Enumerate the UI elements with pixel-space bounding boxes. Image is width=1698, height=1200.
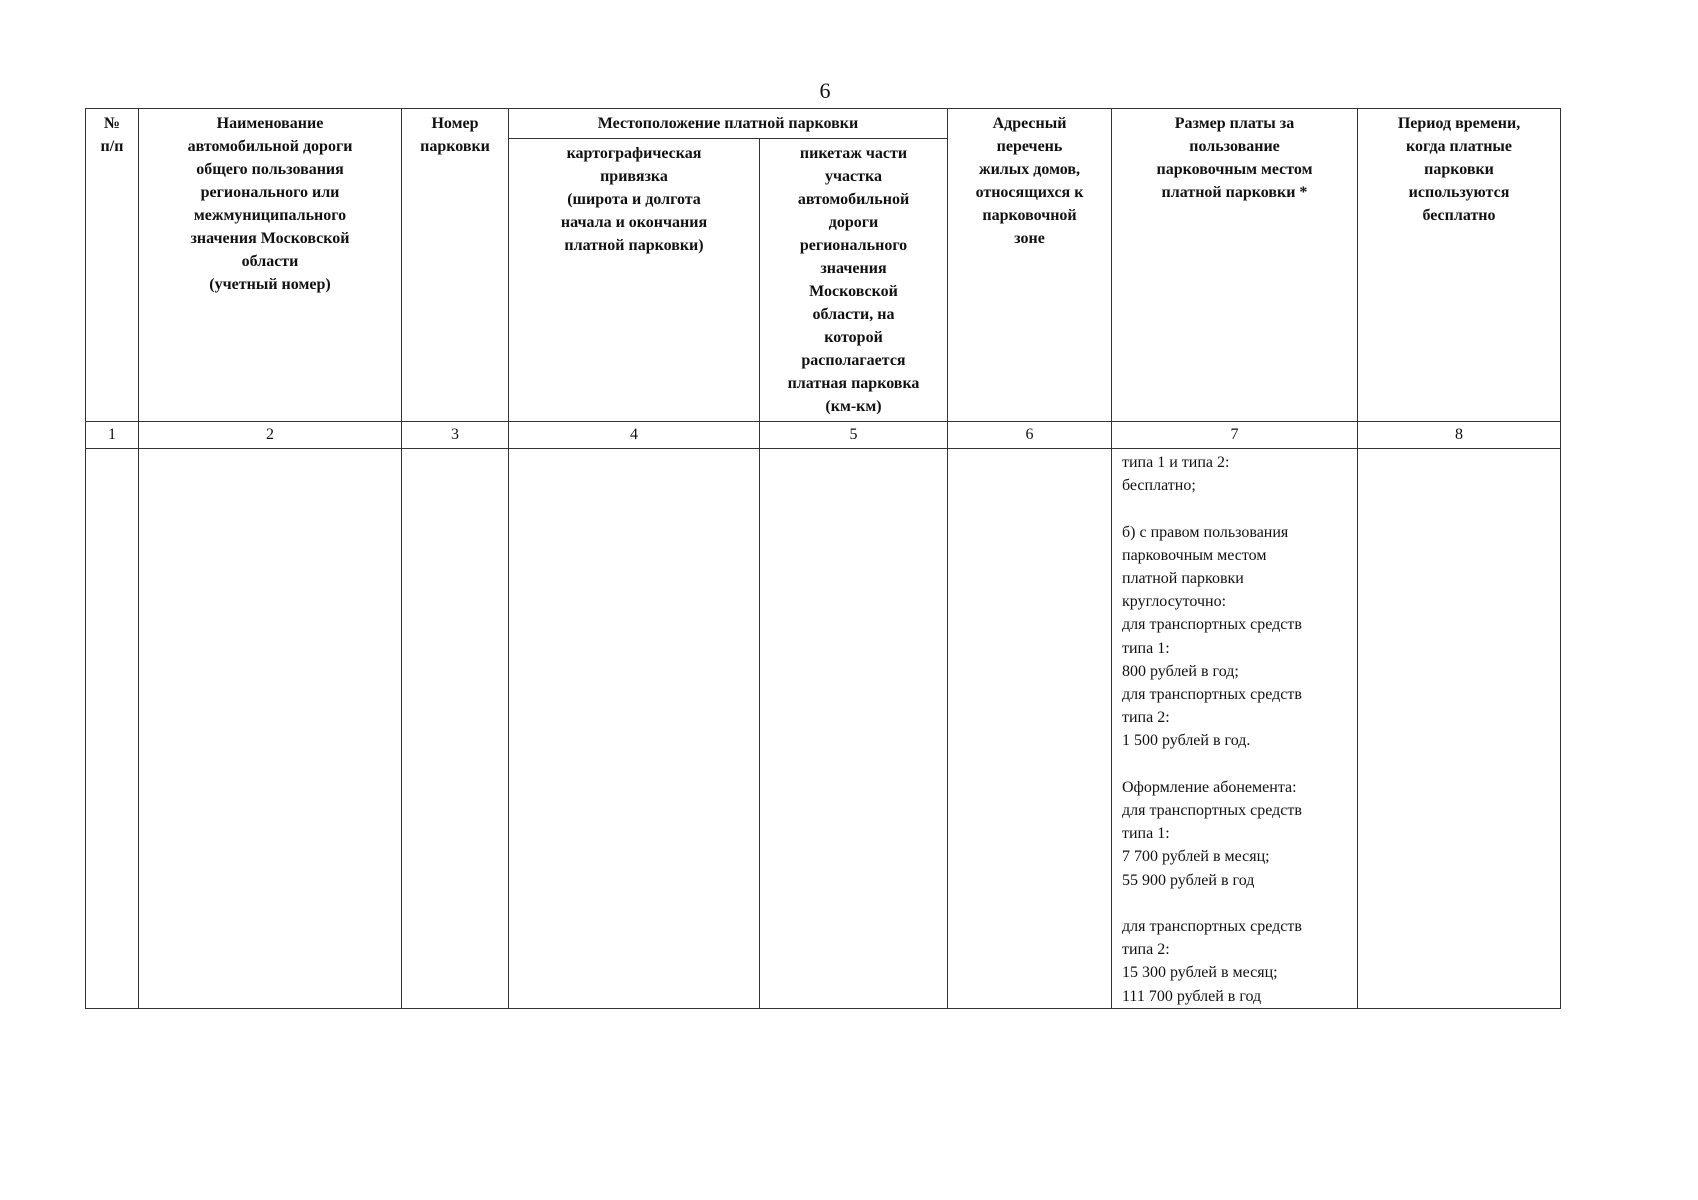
header-line-1: пользование [1189, 138, 1280, 155]
header-line-3: дороги [828, 214, 879, 231]
header-line-1: привязка [600, 168, 668, 185]
fee-line-4: парковочным местом [1122, 546, 1267, 564]
fee-line-0: типа 1 и типа 2: [1122, 454, 1230, 471]
header-line-2: общего пользования [196, 161, 344, 178]
header-line-3: относящихся к [975, 184, 1084, 201]
cell-road-name [139, 449, 402, 1009]
header-line-4: парковочной [982, 207, 1077, 224]
fee-text [1112, 449, 1357, 1008]
header-road-name [139, 109, 402, 422]
header-line-5: значения [820, 260, 887, 277]
cell-row-number [86, 449, 139, 1009]
header-line-11: (км-км) [825, 398, 882, 415]
header-line-2: жилых домов, [978, 161, 1080, 178]
column-number-5: 5 [760, 422, 948, 449]
header-parking-number [402, 109, 509, 422]
header-line-7: области, на [812, 306, 895, 323]
header-line-4: регионального [799, 237, 908, 254]
header-line-2: автомобильной [797, 191, 910, 208]
fee-line-15: для транспортных средств [1122, 802, 1302, 820]
header-parking-fee [1112, 109, 1358, 422]
fee-line-21: типа 2: [1122, 941, 1170, 959]
header-line-0: пикетаж части [799, 145, 908, 162]
fee-line-16: типа 1: [1122, 825, 1170, 843]
fee-line-8: типа 1: [1122, 639, 1170, 657]
header-line-9: располагается [801, 352, 906, 369]
header-road-section [760, 139, 948, 422]
header-line-3: используются [1408, 184, 1510, 201]
header-line-2: парковки [1424, 161, 1494, 178]
header-address-list [948, 109, 1112, 422]
column-number-3: 3 [402, 422, 509, 449]
header-line-4: платной парковки) [564, 237, 704, 254]
header-line-3: регионального или [200, 184, 340, 201]
header-line-1: когда платные [1405, 138, 1513, 155]
header-line-4: бесплатно [1422, 207, 1496, 224]
column-number-7: 7 [1112, 422, 1358, 449]
header-line-3: платной парковки * [1161, 184, 1308, 201]
header-line-0: Период времени, [1397, 115, 1521, 132]
header-line-5: значения Московской [190, 230, 350, 247]
cell-address-list [948, 449, 1112, 1009]
header-line-5: зоне [1014, 230, 1045, 247]
fee-line-23: 111 700 рублей в год [1122, 987, 1262, 1005]
header-free-period [1358, 109, 1561, 422]
header-line-0: Адресный [992, 115, 1067, 132]
cell-parking-number [402, 449, 509, 1009]
page-number: 6 [819, 78, 831, 103]
header-line-1: п/п [100, 138, 124, 155]
header-line-6: области [241, 253, 299, 270]
column-number-4: 4 [509, 422, 760, 449]
cell-map-reference [509, 449, 760, 1009]
fee-line-19 [1122, 892, 1351, 915]
column-number-1: 1 [86, 422, 139, 449]
column-number-2: 2 [139, 422, 402, 449]
header-row-number [86, 109, 139, 422]
fee-line-18: 55 900 рублей в год [1122, 871, 1255, 889]
header-line-0: Размер платы за [1174, 115, 1295, 132]
column-number-6: 6 [948, 422, 1112, 449]
header-line-1: автомобильной дороги [187, 138, 353, 155]
paid-parking-table [85, 108, 1561, 1009]
cell-parking-fee [1112, 449, 1358, 1009]
fee-line-3: б) с правом пользования [1122, 523, 1289, 541]
header-line-6: Московской [809, 283, 898, 300]
fee-line-14: Оформление абонемента: [1122, 778, 1297, 796]
cell-road-section [760, 449, 948, 1009]
header-line-2: парковочным местом [1156, 161, 1313, 178]
header-line-4: межмуниципального [193, 207, 347, 224]
fee-line-9: 800 рублей в год; [1122, 662, 1239, 680]
header-line-0: картографическая [566, 145, 702, 162]
column-number-8: 8 [1358, 422, 1561, 449]
header-line-3: начала и окончания [560, 214, 708, 231]
fee-line-1: бесплатно; [1122, 477, 1196, 495]
header-line-0: № [103, 115, 121, 132]
fee-line-5: платной парковки [1122, 570, 1244, 587]
header-line-10: платная парковка [787, 375, 920, 392]
header-line-1: парковки [420, 138, 490, 155]
header-line-8: которой [824, 329, 883, 346]
cell-free-period [1358, 449, 1561, 1009]
header-line-1: перечень [996, 138, 1063, 155]
fee-line-22: 15 300 рублей в месяц; [1122, 964, 1278, 982]
fee-line-7: для транспортных средств [1122, 616, 1302, 634]
header-line-0: Номер [431, 115, 479, 132]
header-parking-location: Местоположение платной парковки [509, 109, 948, 139]
fee-line-2 [1122, 497, 1351, 520]
header-map-reference [509, 139, 760, 422]
fee-line-20: для транспортных средств [1122, 918, 1302, 936]
header-line-7: (учетный номер) [209, 276, 331, 293]
fee-line-12: 1 500 рублей в год. [1122, 732, 1251, 750]
fee-line-13 [1122, 753, 1351, 776]
fee-line-10: для транспортных средств [1122, 686, 1302, 704]
fee-line-17: 7 700 рублей в месяц; [1122, 848, 1270, 866]
header-line-0: Наименование [216, 115, 324, 132]
fee-line-11: типа 2: [1122, 709, 1170, 727]
header-line-2: (широта и долгота [567, 191, 701, 208]
fee-line-6: круглосуточно: [1122, 593, 1227, 611]
header-line-1: участка [825, 168, 882, 185]
